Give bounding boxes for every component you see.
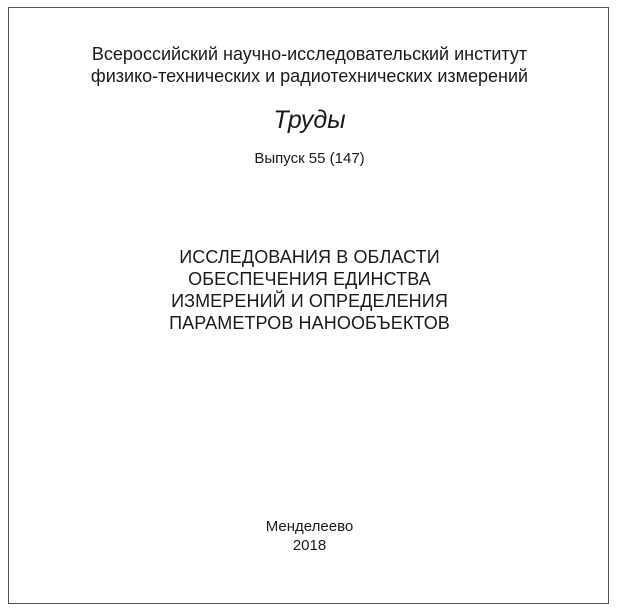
main-title-line-4: ПАРАМЕТРОВ НАНООБЪЕКТОВ: [169, 313, 450, 333]
institute-name-line-2: физико-технических и радиотехнических измерений: [90, 66, 529, 86]
main-title-line-3: ИЗМЕРЕНИЙ И ОПРЕДЕЛЕНИЯ: [171, 291, 448, 311]
main-title: [0, 246, 619, 334]
imprint-place: Менделеево: [265, 518, 354, 535]
institute-name-line-1: Всероссийский научно-исследовательский институт: [91, 44, 528, 64]
issue-number: Выпуск 55 (147): [254, 150, 365, 167]
main-title-line-2: ОБЕСПЕЧЕНИЯ ЕДИНСТВА: [188, 269, 431, 289]
main-title-line-1: ИССЛЕДОВАНИЯ В ОБЛАСТИ: [179, 247, 440, 267]
imprint-year: 2018: [292, 537, 327, 554]
series-title: Труды: [273, 106, 346, 134]
institute-name: [0, 43, 619, 87]
imprint: [0, 517, 619, 555]
